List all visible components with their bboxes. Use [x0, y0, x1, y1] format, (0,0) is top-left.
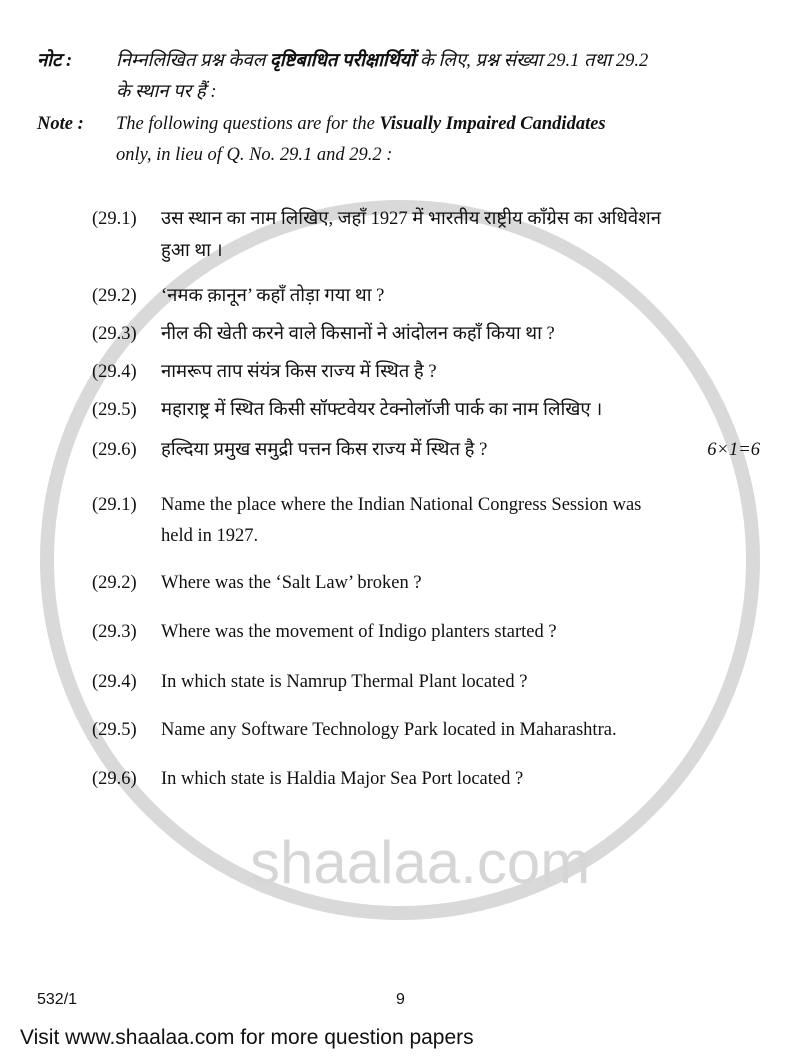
english-question-text: Name any Software Technology Park located in Maharashtra. [161, 720, 617, 740]
hindi-question-text: नील की खेती करने वाले किसानों ने आंदोलन कहाँ किया था ? [161, 324, 555, 344]
hindi-question-text: उस स्थान का नाम लिखिए, जहाँ 1927 में भारतीय राष्ट्रीय काँग्रेस का अधिवेशन [161, 209, 661, 229]
marks-label: 6×1=6 [707, 440, 760, 460]
hindi-question-number: (29.3) [92, 324, 137, 344]
english-question-text: Name the place where the Indian National Congress Session was [161, 495, 642, 515]
english-question-text: In which state is Haldia Major Sea Port located ? [161, 769, 524, 789]
hindi-question-text: महाराष्ट्र में स्थित किसी सॉफ्टवेयर टेक्नोलॉजी पार्क का नाम लिखिए । [161, 400, 603, 420]
note-hindi-text: निम्नलिखित प्रश्न केवल [116, 51, 270, 71]
watermark-text: shaalaa.com [250, 829, 591, 896]
hindi-question-number: (29.5) [92, 400, 137, 420]
note-english-line2: only, in lieu of Q. No. 29.1 and 29.2 : [116, 145, 393, 165]
english-question-text-cont: held in 1927. [161, 526, 259, 546]
watermark-circle [40, 200, 760, 920]
english-question-number: (29.5) [92, 720, 137, 740]
hindi-question-number: (29.6) [92, 440, 137, 460]
english-question-number: (29.3) [92, 622, 137, 642]
english-question-number: (29.2) [92, 573, 137, 593]
note-english-text: The following questions are for the [116, 114, 380, 134]
note-english-bold: Visually Impaired Candidates [379, 114, 606, 134]
hindi-question-number: (29.2) [92, 286, 137, 306]
hindi-question-text: ‘नमक क़ानून’ कहाँ तोड़ा गया था ? [161, 286, 385, 306]
note-english-line1 [116, 113, 606, 135]
note-hindi-bold: दृष्टिबाधित परीक्षार्थियों [269, 51, 416, 71]
hindi-question-number: (29.4) [92, 362, 137, 382]
note-hindi-line2: के स्थान पर हैं : [116, 82, 217, 102]
hindi-question-number: (29.1) [92, 209, 137, 229]
note-hindi-line1 [116, 50, 648, 72]
note-english-label: Note : [37, 114, 84, 134]
english-question-text: Where was the movement of Indigo planters started ? [161, 622, 557, 642]
note-hindi-text-end: के लिए, प्रश्न संख्या 29.1 तथा 29.2 [415, 51, 649, 71]
page-number: 9 [396, 991, 405, 1008]
english-question-text: Where was the ‘Salt Law’ broken ? [161, 573, 422, 593]
hindi-question-text: हल्दिया प्रमुख समुद्री पत्तन किस राज्य में स्थित है ? [161, 440, 488, 460]
note-hindi-label: नोट : [37, 51, 73, 71]
english-question-number: (29.6) [92, 769, 137, 789]
visit-link[interactable]: Visit www.shaalaa.com for more question papers [20, 1026, 474, 1049]
english-question-number: (29.4) [92, 672, 137, 692]
paper-code: 532/1 [37, 991, 78, 1008]
english-question-text: In which state is Namrup Thermal Plant located ? [161, 672, 528, 692]
hindi-question-text: नामरूप ताप संयंत्र किस राज्य में स्थित है ? [161, 362, 437, 382]
english-question-number: (29.1) [92, 495, 137, 515]
hindi-question-text-cont: हुआ था । [161, 241, 223, 261]
